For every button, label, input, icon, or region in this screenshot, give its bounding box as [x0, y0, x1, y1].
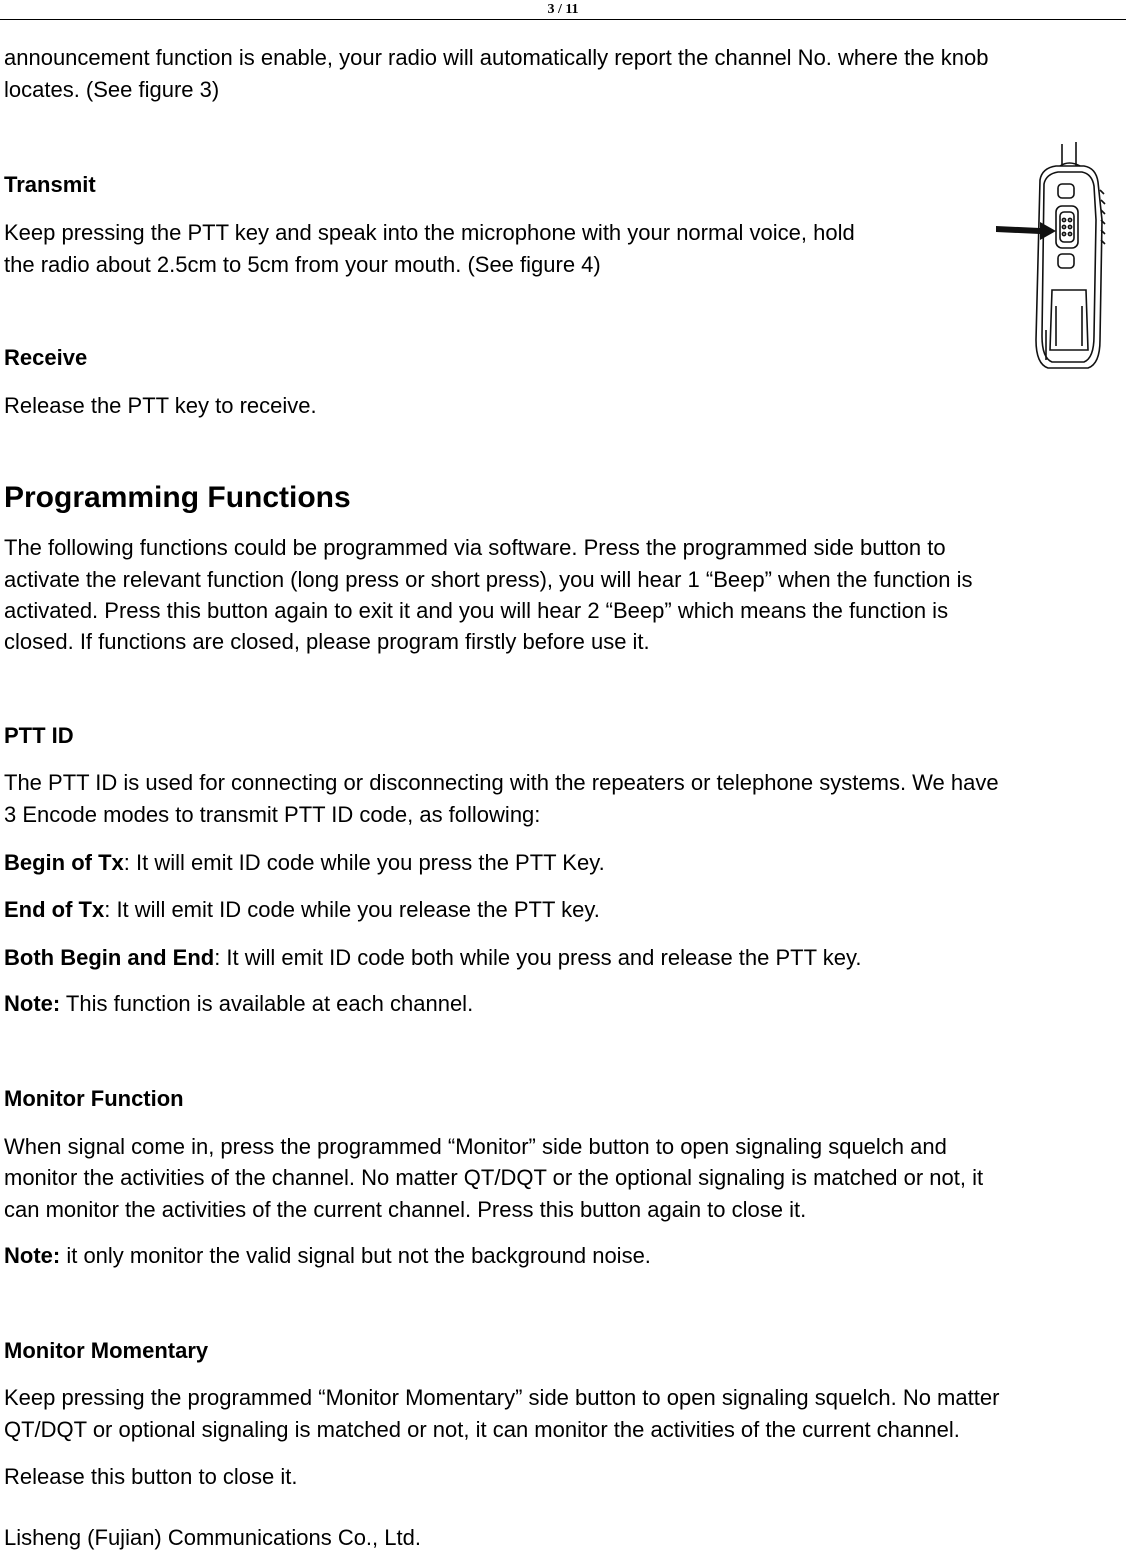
transmit-line-2: the radio about 2.5cm to 5cm from your mouth. (See figure 4) — [4, 252, 601, 277]
monitor-momentary-heading: Monitor Momentary — [4, 1338, 209, 1363]
page-number: 3 / 11 — [547, 2, 579, 17]
both-text: : It will emit ID code both while you press and release the PTT key. — [214, 945, 862, 970]
receive-text: Release the PTT key to receive. — [4, 393, 317, 418]
programming-heading: Programming Functions — [4, 481, 351, 514]
radio-side-illustration — [996, 140, 1116, 372]
page-header — [0, 0, 1126, 20]
note-text: This function is available at each channel. — [60, 991, 474, 1016]
note-label: Note: — [4, 991, 61, 1016]
ptt-id-heading: PTT ID — [4, 723, 74, 748]
begin-label: Begin of Tx — [4, 850, 124, 875]
ptt-id-note — [4, 988, 473, 1019]
begin-text: : It will emit ID code while you press the PTT Key. — [123, 850, 605, 875]
ptt-id-line-2: 3 Encode modes to transmit PTT ID code, as following: — [4, 802, 541, 827]
ptt-id-end — [4, 894, 600, 925]
ptt-id-begin — [4, 847, 605, 878]
end-label: End of Tx — [4, 897, 105, 922]
transmit-heading: Transmit — [4, 172, 96, 197]
monitor-line-1: When signal come in, press the programmed “Monitor” side button to open signaling squelch and — [4, 1134, 947, 1159]
programming-line-3: activated. Press this button again to exit it and you will hear 2 “Beep” which means the function is — [4, 598, 949, 623]
programming-line-2: activate the relevant function (long press or short press), you will hear 1 “Beep” when the function is — [4, 567, 973, 592]
monitor-note — [4, 1240, 651, 1271]
monitor-line-2: monitor the activities of the channel. No matter QT/DQT or the optional signaling is matched or not, it — [4, 1165, 984, 1190]
transmit-line-1: Keep pressing the PTT key and speak into the microphone with your normal voice, hold — [4, 220, 855, 245]
programming-line-4: closed. If functions are closed, please program firstly before use it. — [4, 629, 650, 654]
intro-line-1: announcement function is enable, your radio will automatically report the channel No. where the knob — [4, 45, 989, 70]
programming-line-1: The following functions could be programmed via software. Press the programmed side button to — [4, 535, 946, 560]
monitor-line-3: can monitor the activities of the current channel. Press this button again to close it. — [4, 1197, 807, 1222]
monitor-momentary-line-3: Release this button to close it. — [4, 1464, 298, 1489]
intro-line-2: locates. (See figure 3) — [4, 77, 220, 102]
monitor-note-text: it only monitor the valid signal but not the background noise. — [60, 1243, 651, 1268]
monitor-heading: Monitor Function — [4, 1086, 184, 1111]
monitor-momentary-line-1: Keep pressing the programmed “Monitor Momentary” side button to open signaling squelch. No matter — [4, 1385, 1000, 1410]
footer-company: Lisheng (Fujian) Communications Co., Ltd. — [4, 1525, 421, 1550]
ptt-id-line-1: The PTT ID is used for connecting or disconnecting with the repeaters or telephone systems. We have — [4, 770, 999, 795]
both-label: Both Begin and End — [4, 945, 215, 970]
end-text: : It will emit ID code while you release the PTT key. — [104, 897, 600, 922]
monitor-momentary-line-2: QT/DQT or optional signaling is matched or not, it can monitor the activities of the current channel. — [4, 1417, 960, 1442]
receive-heading: Receive — [4, 345, 88, 370]
monitor-note-label: Note: — [4, 1243, 61, 1268]
ptt-id-both — [4, 942, 861, 973]
